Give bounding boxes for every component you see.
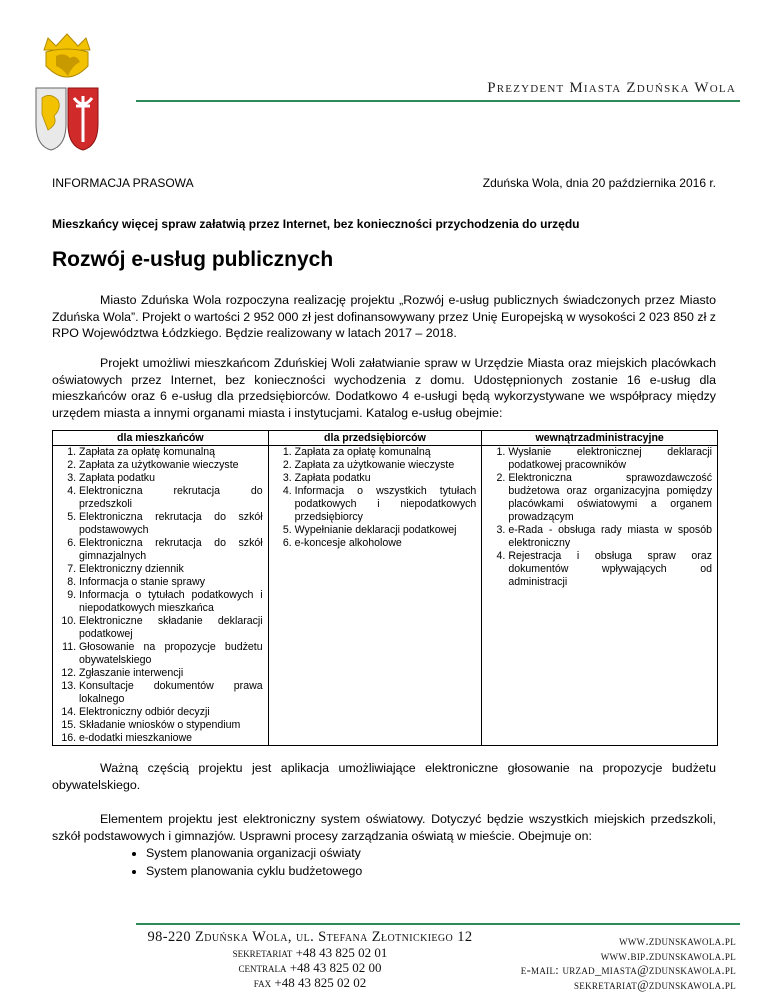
service-item: 16. e-dodatki mieszkaniowe bbox=[79, 732, 265, 745]
service-item: 6. Elektroniczna rekrutacja do szkół gimnazjalnych bbox=[79, 537, 265, 563]
residents-cell bbox=[53, 446, 269, 746]
paragraph-3: Ważną częścią projektu jest aplikacja umożliwiające elektroniczne głosowanie na propozycje budżetu obywatelskiego. bbox=[52, 761, 716, 792]
footer-web bbox=[521, 934, 736, 992]
footer-secretariat: sekretariat +48 43 825 02 01 bbox=[232, 945, 388, 960]
service-item: 3. Zapłata podatku bbox=[79, 472, 265, 485]
service-item: 13. Konsultacje dokumentów prawa lokalnego bbox=[79, 680, 265, 706]
service-item: 2. Zapłata za użytkowanie wieczyste bbox=[79, 459, 265, 472]
header-title: Prezydent Miasta Zduńska Wola bbox=[487, 80, 736, 96]
crest-shields-icon bbox=[34, 84, 100, 152]
service-item: 1. Wysłanie elektronicznej deklaracji podatkowej pracowników bbox=[508, 446, 714, 472]
service-item: 5. Elektroniczna rekrutacja do szkół podstawowych bbox=[79, 511, 265, 537]
service-item: 9. Informacja o tytułach podatkowych i niepodatkowych mieszkańca bbox=[79, 589, 265, 615]
place-date: Zduńska Wola, dnia 20 października 2016 r. bbox=[482, 176, 716, 190]
paragraph-4: Elementem projektu jest elektroniczny system oświatowy. Dotyczyć będzie wszystkich miejskich przedszkoli, szkół podstawowych i gimnazjów. Usprawni procesy zarządzania oświatą w mieście. Obejmuje on: bbox=[52, 812, 716, 843]
business-cell bbox=[268, 446, 482, 746]
column-header-internal: wewnątrzadministracyjne bbox=[482, 431, 718, 446]
service-item: 3. e-Rada - obsługa rady miasta w sposób elektroniczny bbox=[508, 524, 714, 550]
footer-bip-link[interactable]: www.bip.zdunskawola.pl bbox=[600, 948, 736, 963]
footer-email-link[interactable]: e-mail: urzad_miasta@zdunskawola.pl bbox=[520, 963, 736, 977]
eservices-table bbox=[52, 430, 718, 746]
service-item: 4. Rejestracja i obsługa spraw oraz dokumentów wpływających od administracji bbox=[508, 550, 714, 589]
bullet-list bbox=[120, 844, 362, 880]
service-item: 6. e-koncesje alkoholowe bbox=[295, 537, 479, 550]
internal-cell bbox=[482, 446, 718, 746]
footer-divider bbox=[136, 923, 740, 925]
document-type: INFORMACJA PRASOWA bbox=[52, 176, 194, 190]
crest-lion-gold-icon bbox=[34, 32, 100, 84]
business-list bbox=[269, 446, 479, 550]
service-item: 12. Zgłaszanie interwencji bbox=[79, 667, 265, 680]
service-item: 1. Zapłata za opłatę komunalną bbox=[295, 446, 479, 459]
service-item: 2. Elektroniczna sprawozdawczość budżetowa oraz organizacyjna pomiędzy placówkami oświatowymi a organem prowadzącym bbox=[508, 472, 714, 524]
service-item: 14. Elektroniczny odbiór decyzji bbox=[79, 706, 265, 719]
lead-text: Mieszkańcy więcej spraw załatwią przez Internet, bez konieczności przychodzenia do urzędu bbox=[52, 217, 580, 231]
footer-email2-link[interactable]: sekretariat@zdunskawola.pl bbox=[574, 977, 736, 992]
service-item: 4. Informacja o wszystkich tytułach podatkowych i niepodatkowych przedsiębiorcy bbox=[295, 485, 479, 524]
residents-list bbox=[53, 446, 265, 745]
service-item: 4. Elektroniczna rekrutacja do przedszkoli bbox=[79, 485, 265, 511]
column-header-residents: dla mieszkańców bbox=[53, 431, 269, 446]
service-item: 1. Zapłata za opłatę komunalną bbox=[79, 446, 265, 459]
footer-fax: fax +48 43 825 02 02 bbox=[253, 975, 367, 990]
header-divider bbox=[136, 100, 740, 102]
footer-switchboard: centrala +48 43 825 02 00 bbox=[238, 960, 382, 975]
paragraph-1: Miasto Zduńska Wola rozpoczyna realizację projektu „Rozwój e-usług publicznych świadczonych przez Miasto Zduńska Wola”. Projekt o wartości 2 952 000 zł jest dofinansowywany przez Unię Europejską w wysokości 2 023 850 zł z RPO Województwa Łódzkiego. Będzie realizowany w latach 2017 – 2018. bbox=[52, 293, 716, 340]
service-item: 10. Elektroniczne składanie deklaracji podatkowej bbox=[79, 615, 265, 641]
internal-list bbox=[482, 446, 714, 589]
paragraph-2: Projekt umożliwi mieszkańcom Zduńskiej Woli załatwianie spraw w Urzędzie Miasta oraz miejskich placówkach oświatowych przez Internet, bez konieczności wychodzenia z domu. Udostępnionych zostanie 16 e-usług dla mieszkańców oraz 6 e-usług dla przedsiębiorców. Dodatkowo 4 e-usługi będą wykorzystywane we współpracy między urzędem miasta a innymi organami miasta i instytucjami. Katalog e-usług obejmie: bbox=[52, 356, 716, 420]
service-item: 3. Zapłata podatku bbox=[295, 472, 479, 485]
bullet-item: • System planowania cyklu budżetowego bbox=[146, 862, 362, 880]
column-header-business: dla przedsiębiorców bbox=[268, 431, 482, 446]
service-item: 7. Elektroniczny dziennik bbox=[79, 563, 265, 576]
page-title: Rozwój e-usług publicznych bbox=[52, 248, 334, 271]
service-item: 11. Głosowanie na propozycje budżetu obywatelskiego bbox=[79, 641, 265, 667]
service-item: 8. Informacja o stanie sprawy bbox=[79, 576, 265, 589]
footer-www-link[interactable]: www.zdunskawola.pl bbox=[619, 934, 736, 948]
footer-address: 98-220 Zduńska Wola, ul. Stefana Złotnickiego 12 bbox=[147, 929, 473, 945]
bullet-item: • System planowania organizacji oświaty bbox=[146, 844, 362, 862]
service-item: 15. Składanie wniosków o stypendium bbox=[79, 719, 265, 732]
service-item: 5. Wypełnianie deklaracji podatkowej bbox=[295, 524, 479, 537]
footer-contact bbox=[140, 930, 480, 990]
service-item: 2. Zapłata za użytkowanie wieczyste bbox=[295, 459, 479, 472]
